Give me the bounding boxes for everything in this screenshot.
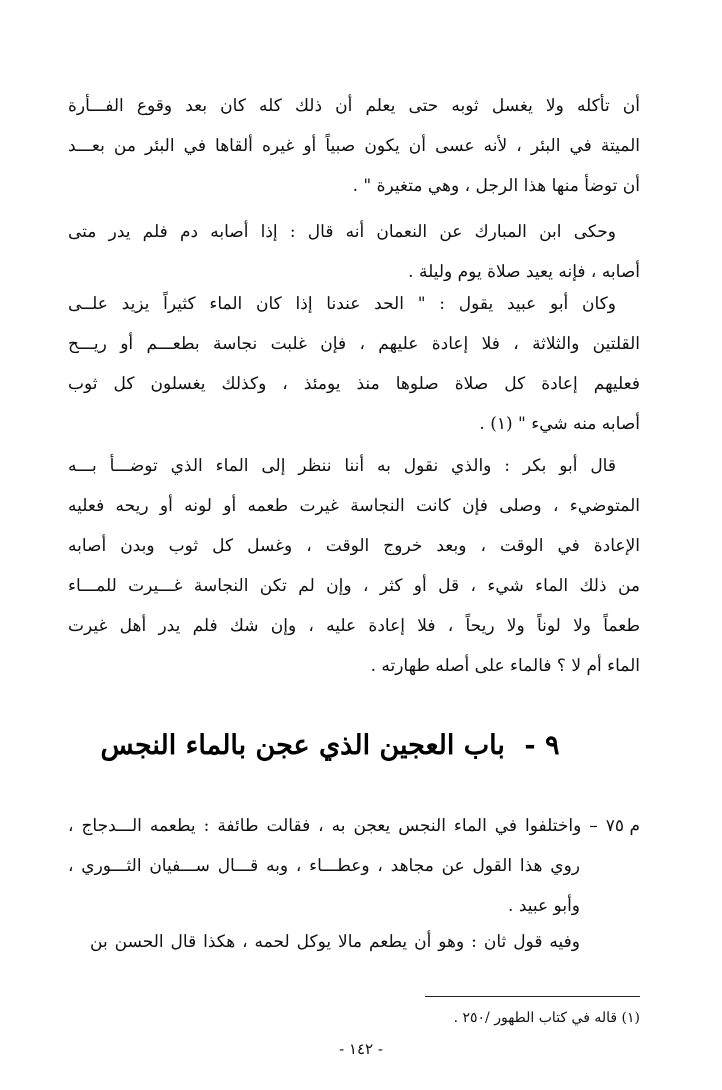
section-first-line (68, 806, 640, 846)
text-line: المتوضيء ، وصلى فإن كانت النجاسة غيرت طعمه أو لونه أو ريحه فعليه (68, 496, 640, 516)
footnote: (١) قاله في كتاب الطهور /٢٥٠ . (453, 1010, 640, 1026)
text-line: فعليهم إعادة كل صلاة صلوها منذ يومئذ ، وكذلك يغسلون كل ثوب (68, 374, 640, 394)
text-line: وحكى ابن المبارك عن النعمان أنه قال : إذا أصابه دم فلم يدر متى (68, 222, 616, 242)
text-line: أصابه منه شيء " (١) . (479, 414, 640, 434)
text-line: قال أبو بكر : والذي نقول به أننا ننظر إلى الماء الذي توضـــأ بـــه (68, 456, 616, 476)
text-line: من ذلك الماء شيء ، قل أو كثر ، وإن لم تكن النجاسة غـــيرت للمـــاء (68, 576, 640, 596)
text-line: الماء أم لا ؟ فالماء على أصله طهارته . (370, 656, 640, 676)
text-line: أن توضأ منها هذا الرجل ، وهي متغيرة " . (352, 176, 640, 196)
paragraph-2 (68, 212, 640, 292)
paragraph-1 (68, 86, 640, 206)
text-line: روي هذا القول عن مجاهد ، وعطـــاء ، وبه قـــال ســـفيان الثـــوري ، (68, 856, 580, 876)
chapter-number: ٩ - (524, 730, 560, 761)
footnote-divider (425, 996, 640, 997)
text-line: الإعادة في الوقت ، وبعد خروج الوقت ، وغسل كل ثوب وبدن أصابه (68, 536, 640, 556)
section-marker: م ٧٥ (605, 816, 640, 836)
text-line: وكان أبو عبيد يقول : " الحد عندنا إذا كان الماء كثيراً يزيد علــى (68, 294, 616, 314)
text-line: وفيه قول ثان : وهو أن يطعم مالا يوكل لحمه ، هكذا قال الحسن بن (90, 932, 580, 952)
chapter-title: باب العجين الذي عجن بالماء النجس (100, 730, 505, 761)
text-line: أصابه ، فإنه يعيد صلاة يوم وليلة . (408, 262, 640, 282)
section-line-text: – واختلفوا في الماء النجس يعجن به ، فقالت طائفة : يطعمه الـــدجاج ، (68, 816, 598, 836)
paragraph-3 (68, 284, 640, 444)
text-line: طعماً ولا لوناً ولا ريحاً ، فلا إعادة عليه ، وإن شك فلم يدر أهل غيرت (68, 616, 640, 636)
text-line: القلتين والثلاثة ، فلا إعادة عليهم ، فإن غلبت نجاسة بطعـــم أو ريـــح (68, 334, 640, 354)
page-number: - ١٤٢ - (339, 1040, 383, 1058)
text-line: الميتة في البئر ، لأنه عسى أن يكون صبياً أو غيره ألقاها في البئر من بعـــد (68, 136, 640, 156)
text-line: وأبو عبيد . (508, 896, 580, 916)
text-line: أن تأكله ولا يغسل ثوبه حتى يعلم أن ذلك كله كان بعد وقوع الفـــأرة (68, 96, 640, 116)
paragraph-4 (68, 446, 640, 686)
chapter-heading (60, 718, 600, 774)
